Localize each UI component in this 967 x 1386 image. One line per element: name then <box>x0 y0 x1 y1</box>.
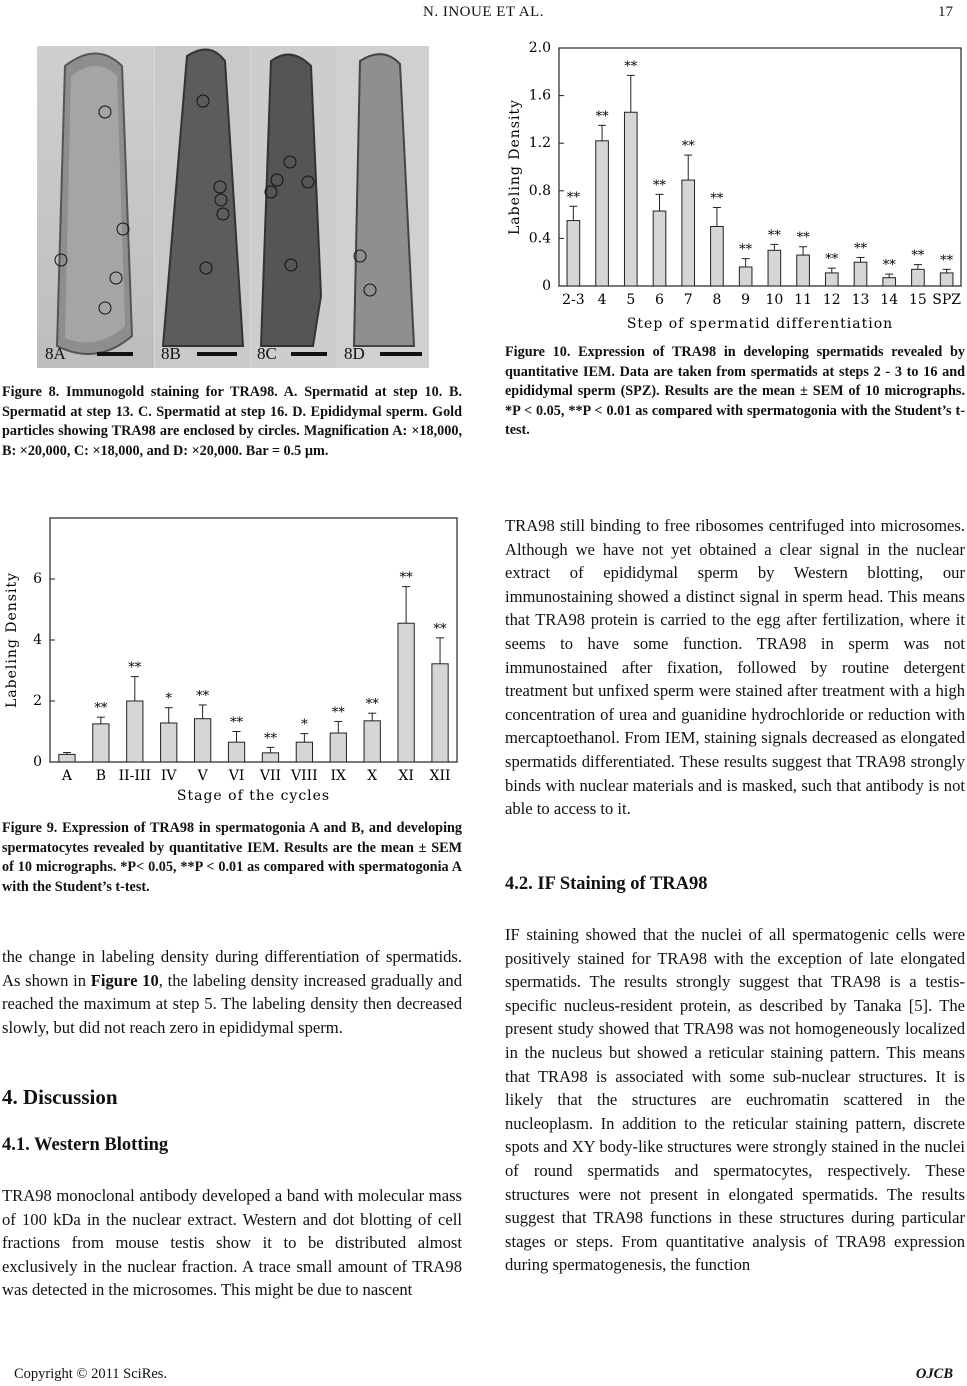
figure-9-caption: Figure 9. Expression of TRA98 in spermatogonia A and B, and developing spermatocytes revealed by quantitative IEM. Results are the mean ± SEM of 10 micrographs. *P< 0.05, **P < 0.01 as compared with spermatogonia A with the Student’s t-test. <box>2 820 462 895</box>
bar <box>194 719 210 762</box>
x-tick-label: 8 <box>712 292 722 308</box>
significance-marker: ** <box>653 178 666 194</box>
x-tick-label: IX <box>330 768 347 784</box>
significance-marker: * <box>165 691 172 707</box>
figure-reference: Figure 10 <box>90 970 159 990</box>
x-tick-label: 13 <box>851 292 870 308</box>
significance-marker: ** <box>911 248 925 264</box>
bar <box>432 664 448 762</box>
scale-bar <box>380 352 422 356</box>
x-tick-label: 11 <box>794 292 812 308</box>
bar <box>596 141 609 286</box>
x-axis-label: Stage of the cycles <box>176 788 331 804</box>
significance-marker: ** <box>681 139 695 155</box>
right-paragraph-2: IF staining showed that the nuclei of all spermatogenic cells were positively stained for TRA98 with the exception of late elongated spermatids. The results strongly suggest that TRA98 is a testis-specific nucleus-resident protein, as described by Tanaka [5]. The present study showed that TRA98 was not homogeneously localized in the nucleus but showed a reticular staining pattern. This means that TRA98 is associated with some sub-nuclear structures. It is likely that the structures are euchromatin scattered in the nucleoplasm. In addition to the reticular staining pattern, discrete spots and XY body-like structures were strongly stained in the nuclei of round spermatids and spermatocytes, respectively. These structures were not present in elongated spermatids. The results suggest that TRA98 functions in these structures during particular stages or steps. From quantitative analysis of TRA98 expression during spermatogenesis, the function <box>505 925 965 1275</box>
bar <box>797 255 810 286</box>
y-tick-label: 2.0 <box>528 40 551 56</box>
significance-marker: ** <box>940 253 954 269</box>
x-tick-label: 10 <box>765 292 784 308</box>
left-paragraph-2: TRA98 monoclonal antibody developed a band with molecular mass of 100 kDa in the nuclear extract. Western and dot blotting of cell fractions from mouse testis show it to be distributed almost exclusively in the nuclear fraction. A trace small amount of TRA98 was detected in the microsomes. This might be due to nascent <box>2 1186 462 1300</box>
bar <box>161 723 177 762</box>
y-tick-label: 1.2 <box>528 135 551 152</box>
x-tick-label: VII <box>259 768 282 784</box>
scale-bar <box>97 352 133 356</box>
significance-marker: ** <box>825 252 839 268</box>
x-tick-label: XII <box>429 768 451 784</box>
section-heading-4-2: 4.2. IF Staining of TRA98 <box>505 874 708 894</box>
bar <box>825 273 838 286</box>
x-tick-label: X <box>367 768 378 784</box>
significance-marker: ** <box>263 731 277 747</box>
y-axis-label: Labeling Density <box>507 99 523 235</box>
left-paragraph-1: the change in labeling density during differentiation of spermatids. As shown in Figure 10, the labeling density increased gradually and reached the maximum at step 5. The labeling density then decreased slowly, but did not reach zero in epididymal sperm. <box>2 947 462 1037</box>
bar <box>330 733 346 762</box>
significance-marker: ** <box>331 705 345 721</box>
x-tick-label: SPZ <box>932 292 962 308</box>
bar <box>567 221 580 286</box>
section-heading-4: 4. Discussion <box>2 1085 118 1109</box>
figure-10-chart <box>503 36 965 332</box>
bar <box>854 262 867 286</box>
spermatid-step10-image <box>37 46 154 368</box>
plot-frame <box>559 48 961 286</box>
bar <box>912 269 925 286</box>
x-tick-label: VI <box>228 768 245 784</box>
panel-label-8b: 8B <box>161 344 181 363</box>
x-tick-label: 9 <box>741 292 751 308</box>
bar <box>127 701 143 762</box>
figure-10-caption: Figure 10. Expression of TRA98 in developing spermatids revealed by quantitative IEM. Data are taken from spermatids at steps 2 - 3 to 16 and epididymal sperm (SPZ). Results are the mean ± SEM of 10 micrographs. *P < 0.05, **P < 0.01 as compared with spermatogonia with the Student’s t-test. <box>505 344 965 439</box>
panel-label-8d: 8D <box>344 344 365 363</box>
x-tick-label: V <box>197 768 208 784</box>
significance-marker: ** <box>624 59 638 75</box>
significance-marker: ** <box>230 715 244 731</box>
scale-bar <box>197 352 237 356</box>
x-tick-label: 15 <box>909 292 927 308</box>
significance-marker: ** <box>739 242 753 258</box>
scale-bar <box>291 352 327 356</box>
bar <box>93 724 109 762</box>
bar <box>59 754 75 762</box>
bar <box>228 742 244 762</box>
figure-8-micrographs <box>37 46 429 368</box>
y-tick-label: 0 <box>542 278 551 294</box>
bar <box>653 211 666 286</box>
x-tick-label: XI <box>398 768 414 784</box>
x-tick-label: 7 <box>683 292 693 308</box>
plot-frame <box>50 518 457 762</box>
micrograph-panel-c <box>251 46 337 368</box>
bar <box>262 753 278 762</box>
bar <box>883 278 896 286</box>
y-tick-label: 0.8 <box>528 182 551 199</box>
micrograph-panel-b <box>155 46 250 368</box>
x-tick-label: 6 <box>655 292 664 308</box>
significance-marker: * <box>301 717 308 733</box>
x-tick-label: B <box>95 768 107 784</box>
section-heading-4-1: 4.1. Western Blotting <box>2 1135 169 1155</box>
x-tick-label: 14 <box>880 292 899 308</box>
bar <box>768 250 781 286</box>
y-tick-label: 0.4 <box>528 230 551 247</box>
x-tick-label: 4 <box>597 292 607 308</box>
bar <box>940 273 953 286</box>
x-tick-label: 2-3 <box>562 292 585 308</box>
x-axis-label: Step of spermatid differentiation <box>626 316 894 332</box>
micrograph-panel-a <box>37 46 154 368</box>
x-tick-label: IV <box>160 768 177 784</box>
bar <box>682 180 695 286</box>
panel-label-8a: 8A <box>45 344 66 363</box>
significance-marker: ** <box>767 228 781 244</box>
significance-marker: ** <box>94 701 108 717</box>
significance-marker: ** <box>196 688 210 704</box>
running-title: N. INOUE ET AL. <box>423 4 544 20</box>
x-tick-label: VIII <box>291 768 318 784</box>
right-paragraph-1: TRA98 still binding to free ribosomes centrifuged into microsomes. Although we have not yet obtained a clear signal in the nuclear extract of epididymal sperm by Western blotting, our immunostaining showed a distinct signal in sperm head. This means that TRA98 protein is carried to the egg after fertilization, where it seems to have some function. TRA98 in sperm was not immunostained after fixation, followed by routine detergent treatment but unfixed sperm were stained after treatment with a high concentration of urea and guanidine hydrochloride or reduction with mercaptoethanol. From IEM, staining signals decreased as elongated spermatids differentiated. These results suggest that TRA98 strongly binds with nuclear materials and is masked, such that antibody is not able to access to it. <box>505 516 965 819</box>
y-tick-label: 4 <box>33 632 42 648</box>
x-tick-label: 12 <box>822 292 841 308</box>
figure-9-chart <box>2 514 462 804</box>
copyright-footer: Copyright © 2011 SciRes. <box>14 1366 168 1382</box>
bar <box>711 227 724 287</box>
significance-marker: ** <box>710 191 724 207</box>
significance-marker: ** <box>399 570 413 586</box>
y-tick-label: 1.6 <box>528 87 551 104</box>
journal-name: OJCB <box>915 1366 953 1382</box>
significance-marker: ** <box>365 697 379 713</box>
spermatid-step13-image <box>155 46 250 368</box>
x-tick-label: A <box>61 768 73 784</box>
y-tick-label: 0 <box>33 754 42 770</box>
x-tick-label: II-III <box>118 768 151 784</box>
significance-marker: ** <box>595 109 609 125</box>
significance-marker: ** <box>433 621 447 637</box>
micrograph-panel-d <box>338 46 429 368</box>
significance-marker: ** <box>882 258 896 274</box>
bar <box>739 267 752 286</box>
significance-marker: ** <box>566 190 580 206</box>
panel-label-8c: 8C <box>257 344 277 363</box>
y-tick-label: 2 <box>33 693 42 709</box>
significance-marker: ** <box>796 230 810 246</box>
y-axis-label: Labeling Density <box>4 572 20 708</box>
x-tick-label: 5 <box>626 292 636 308</box>
bar <box>296 742 312 762</box>
page-number: 17 <box>938 4 953 20</box>
epididymal-sperm-image <box>338 46 429 368</box>
bar <box>398 623 414 762</box>
bar <box>364 721 380 762</box>
y-tick-label: 6 <box>33 571 42 587</box>
significance-marker: ** <box>128 660 142 676</box>
bar <box>624 112 637 286</box>
figure-8-caption: Figure 8. Immunogold staining for TRA98. A. Spermatid at step 10. B. Spermatid at step 13. C. Spermatid at step 16. D. Epididymal sperm. Gold particles showing TRA98 are enclosed by circles. Magnification A: ×18,000, B: ×20,000, C: ×18,000, and D: ×20,000. Bar = 0.5 µm. <box>2 384 462 459</box>
spermatid-step16-image <box>251 46 337 368</box>
significance-marker: ** <box>854 241 867 257</box>
